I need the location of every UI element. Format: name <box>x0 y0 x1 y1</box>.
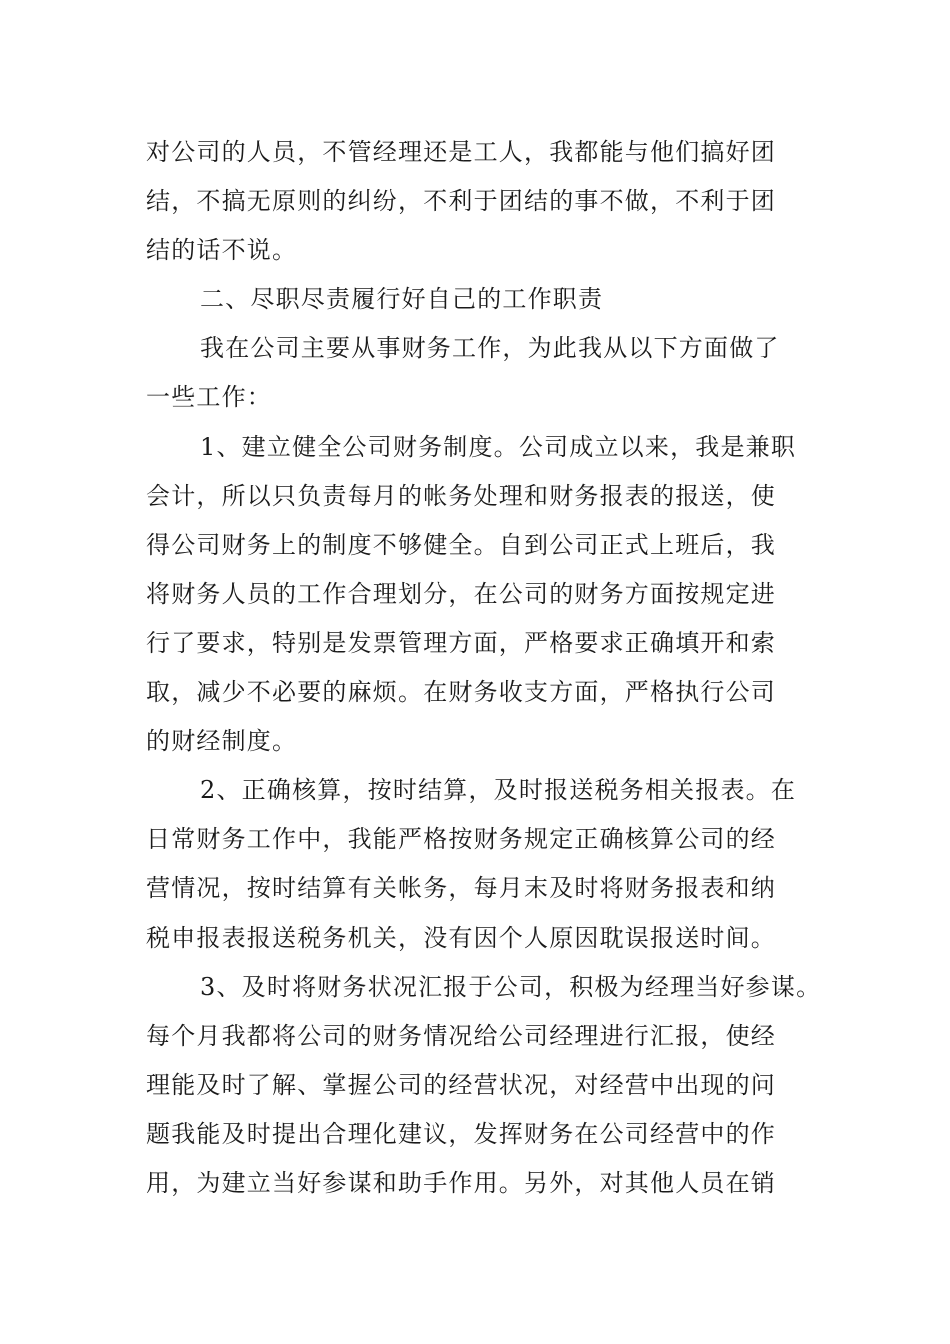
text-line: 对公司的人员，不管经理还是工人，我都能与他们搞好团 <box>146 138 776 166</box>
text-line: 每个月我都将公司的财务情况给公司经理进行汇报，使经 <box>146 1021 776 1050</box>
text-line: 3、及时将财务状况汇报于公司，积极为经理当好参谋。 <box>200 972 822 1001</box>
text-line: 2、正确核算，按时结算，及时报送税务相关报表。在 <box>200 776 797 805</box>
text-line: 营情况，按时结算有关帐务，每月末及时将财务报表和纳 <box>146 874 776 903</box>
text-line: 会计，所以只负责每月的帐务处理和财务报表的报送，使 <box>146 481 776 510</box>
text-line: 取，减少不必要的麻烦。在财务收支方面，严格执行公司 <box>146 678 776 707</box>
text-line: 一些工作： <box>146 383 272 412</box>
text-line: 行了要求，特别是发票管理方面，严格要求正确填开和索 <box>146 628 776 657</box>
text-line: 日常财务工作中，我能严格按财务规定正确核算公司的经 <box>146 825 776 854</box>
section-heading: 二、尽职尽责履行好自己的工作职责 <box>200 285 604 314</box>
text-line: 结的话不说。 <box>146 236 298 265</box>
document-body <box>146 128 822 1208</box>
text-line: 题我能及时提出合理化建议，发挥财务在公司经营中的作 <box>146 1119 776 1148</box>
text-line: 结，不搞无原则的纠纷，不利于团结的事不做，不利于团 <box>146 187 776 216</box>
text-line: 税申报表报送税务机关，没有因个人原因耽误报送时间。 <box>146 923 776 952</box>
text-line: 用，为建立当好参谋和助手作用。另外，对其他人员在销 <box>146 1168 776 1197</box>
text-line: 1、建立健全公司财务制度。公司成立以来，我是兼职 <box>200 432 797 461</box>
text-line: 我在公司主要从事财务工作，为此我从以下方面做了 <box>200 334 780 363</box>
text-line: 将财务人员的工作合理划分，在公司的财务方面按规定进 <box>146 579 776 608</box>
text-line: 理能及时了解、掌握公司的经营状况，对经营中出现的问 <box>146 1070 776 1099</box>
text-line: 的财经制度。 <box>146 727 298 756</box>
text-line: 得公司财务上的制度不够健全。自到公司正式上班后，我 <box>146 530 776 559</box>
